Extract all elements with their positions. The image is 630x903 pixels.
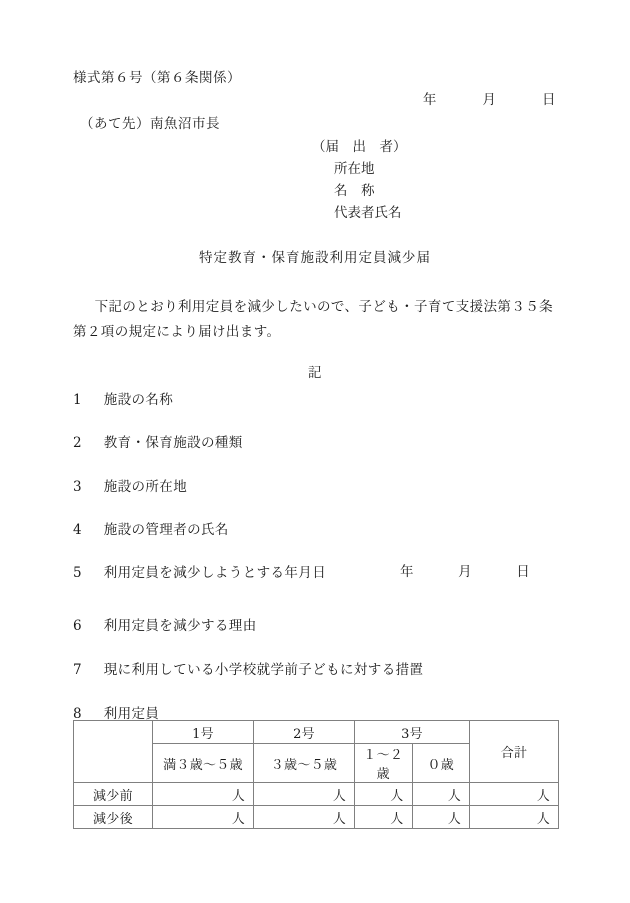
item-5-date-fields (400, 560, 530, 580)
item-6-label: 利用定員を減少する理由 (103, 618, 257, 634)
item-2-number: 2 (73, 435, 82, 451)
table-row (74, 806, 559, 829)
item-7 (73, 658, 423, 678)
item-4 (73, 518, 229, 538)
item-5-month: 月 (458, 564, 472, 580)
form-number: 様式第６号（第６条関係） (73, 70, 241, 86)
item-7-label: 現に利用している小学校就学前子どもに対する措置 (103, 662, 424, 678)
item-5-day: 日 (516, 564, 530, 580)
header-group-3: 3号 (355, 721, 470, 744)
date-header-year: 年 (422, 92, 437, 108)
item-2 (73, 431, 243, 451)
item-6-number: 6 (73, 618, 82, 634)
submitter-representative-label: 代表者氏名 (334, 205, 402, 221)
date-header-month: 月 (482, 92, 497, 108)
cell-before-total[interactable]: 人 (470, 783, 559, 806)
header-group-1: 1号 (153, 721, 254, 744)
capacity-table (73, 720, 559, 829)
row-label-before: 減少前 (74, 783, 153, 806)
item-5-number: 5 (73, 565, 82, 581)
cell-after-4[interactable]: 人 (412, 806, 470, 829)
addressee-line: （あて先）南魚沼市長 (80, 116, 220, 132)
submitter-name-label: 名 称 (334, 183, 375, 199)
item-2-label: 教育・保育施設の種類 (103, 435, 243, 451)
item-1 (73, 388, 173, 408)
cell-after-2[interactable]: 人 (254, 806, 355, 829)
cell-before-1[interactable]: 人 (153, 783, 254, 806)
body-paragraph: 下記のとおり利用定員を減少したいので、子ども・子育て支援法第３５条第２項の規定により届け出ます。 (73, 299, 554, 340)
header-age-1: 満３歳〜５歳 (153, 744, 254, 783)
document-title: 特定教育・保育施設利用定員減少届 (199, 250, 431, 266)
item-8-label: 利用定員 (103, 706, 160, 722)
header-age-4: ０歳 (412, 744, 470, 783)
row-label-after: 減少後 (74, 806, 153, 829)
table-row (74, 783, 559, 806)
submitter-block (312, 136, 407, 224)
item-5 (73, 561, 326, 581)
header-age-3: １〜２歳 (355, 744, 413, 783)
item-5-label: 利用定員を減少しようとする年月日 (103, 565, 327, 581)
header-age-2: ３歳〜５歳 (254, 744, 355, 783)
cell-after-3[interactable]: 人 (355, 806, 413, 829)
item-6 (73, 614, 257, 634)
date-header-line (0, 88, 556, 108)
cell-after-total[interactable]: 人 (470, 806, 559, 829)
item-3-number: 3 (73, 479, 82, 495)
cell-before-3[interactable]: 人 (355, 783, 413, 806)
item-4-number: 4 (73, 522, 82, 538)
cell-before-2[interactable]: 人 (254, 783, 355, 806)
item-5-year: 年 (400, 564, 414, 580)
table-corner-cell (74, 721, 153, 783)
header-group-2: 2号 (254, 721, 355, 744)
item-3-label: 施設の所在地 (103, 479, 188, 495)
submitter-address-label: 所在地 (334, 161, 375, 177)
cell-after-1[interactable]: 人 (153, 806, 254, 829)
submitter-heading: （届 出 者） (312, 139, 407, 155)
item-1-number: 1 (73, 392, 82, 408)
item-3 (73, 475, 187, 495)
item-1-label: 施設の名称 (103, 392, 174, 408)
date-header-day: 日 (542, 92, 556, 108)
cell-before-4[interactable]: 人 (412, 783, 470, 806)
header-total: 合計 (470, 721, 559, 783)
item-4-label: 施設の管理者の氏名 (103, 522, 229, 538)
item-8 (73, 702, 159, 722)
item-7-number: 7 (73, 662, 82, 678)
ki-marker: 記 (308, 365, 322, 381)
table-header-row-groups (74, 721, 559, 744)
item-8-number: 8 (73, 706, 82, 722)
